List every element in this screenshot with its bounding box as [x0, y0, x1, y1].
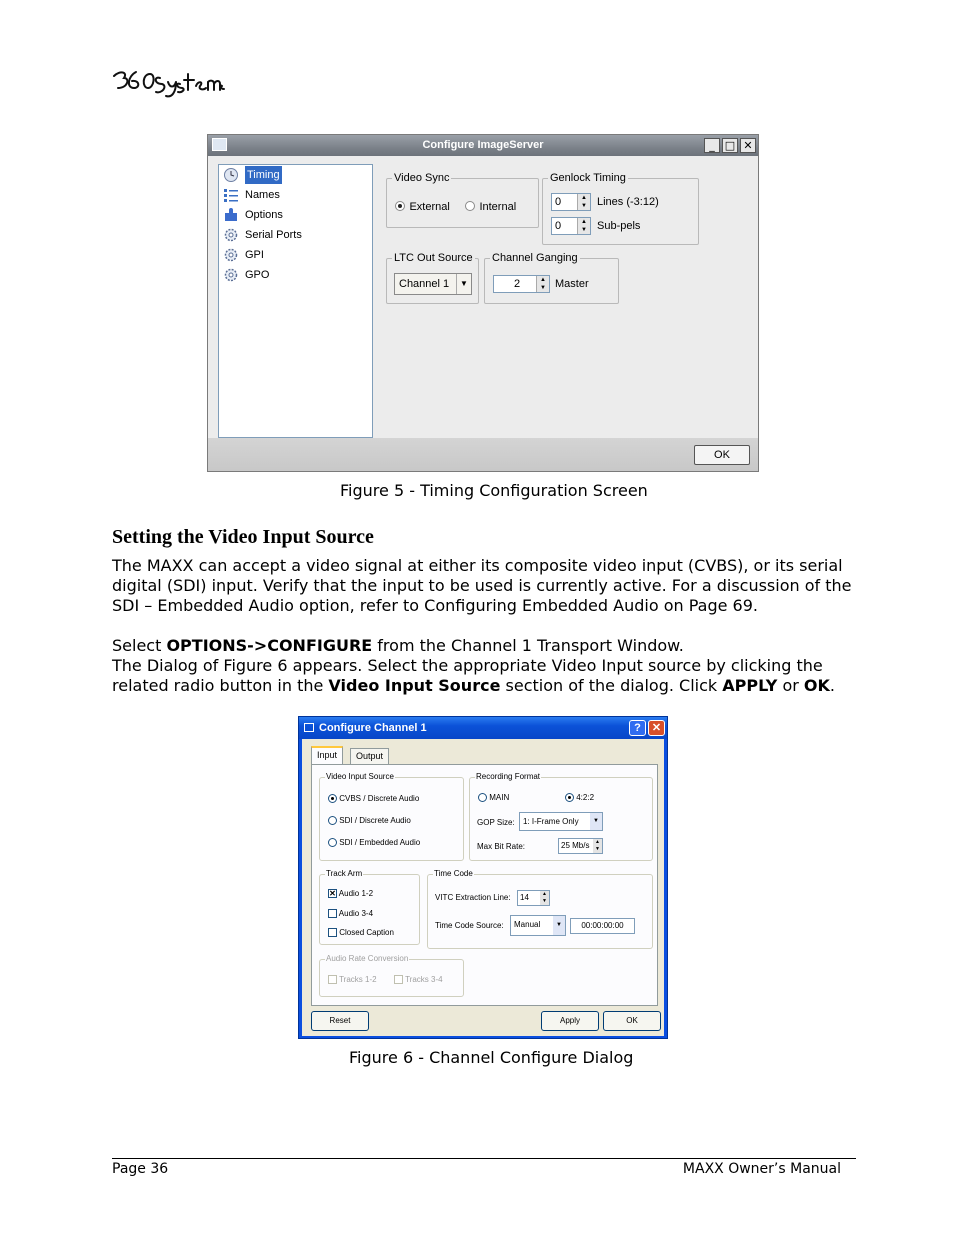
- checkbox-tracks-3-4[interactable]: [394, 975, 443, 984]
- radio-label: MAIN: [489, 793, 510, 802]
- chevron-down-icon[interactable]: ▼: [456, 274, 471, 294]
- checkbox-indicator: [328, 928, 337, 937]
- tree-item-label: Names: [245, 189, 280, 201]
- gop-label: GOP Size:: [477, 818, 515, 827]
- text: from the Channel 1 Transport Window.: [372, 636, 684, 655]
- radio-indicator: [478, 793, 487, 802]
- group-label: Recording Format: [476, 772, 541, 781]
- figure-6-caption: Figure 6 - Channel Configure Dialog: [349, 1048, 634, 1067]
- figure-5-caption: Figure 5 - Timing Configuration Screen: [340, 481, 648, 500]
- genlock-timing-group: [542, 172, 699, 245]
- tree-item-serial-ports[interactable]: [223, 226, 302, 244]
- configure-channel-window: [298, 716, 668, 1039]
- gop-size-value: 1: I-Frame Only: [523, 817, 579, 826]
- footer-divider: [112, 1158, 856, 1159]
- checkbox-audio-3-4[interactable]: [328, 909, 373, 918]
- radio-cvbs[interactable]: [328, 794, 419, 803]
- tree-item-gpo[interactable]: [223, 266, 269, 284]
- radio-422[interactable]: [565, 793, 594, 802]
- radio-label: External: [409, 201, 450, 213]
- help-button[interactable]: ?: [629, 720, 646, 736]
- reset-button[interactable]: Reset: [311, 1011, 369, 1031]
- tc-source-value: Manual: [514, 920, 541, 929]
- tree-item-options[interactable]: [223, 206, 283, 224]
- close-button[interactable]: ✕: [648, 720, 665, 736]
- checkbox-closed-caption[interactable]: [328, 928, 394, 937]
- text: .: [829, 676, 836, 695]
- spin-arrows-icon[interactable]: ▲ ▼: [536, 276, 549, 292]
- radio-indicator: [328, 816, 337, 825]
- ganging-value: 2: [513, 278, 521, 290]
- bitrate-label: Max Bit Rate:: [477, 842, 526, 851]
- paragraph-select: [112, 636, 852, 656]
- ok-button[interactable]: OK: [603, 1011, 661, 1031]
- clock-icon: [223, 167, 239, 183]
- subpels-label: Sub-pels: [597, 220, 641, 232]
- list-icon: [223, 187, 239, 203]
- vitc-line-stepper[interactable]: [517, 890, 550, 906]
- puzzle-icon: [223, 207, 239, 223]
- radio-indicator: [328, 838, 337, 847]
- radio-external[interactable]: [395, 197, 450, 215]
- gear-icon: [223, 227, 239, 243]
- gear-icon: [223, 247, 239, 263]
- tc-source-label: Time Code Source:: [435, 921, 504, 930]
- radio-sdi-embedded[interactable]: [328, 838, 420, 847]
- radio-internal[interactable]: [465, 197, 516, 215]
- tree-item-gpi[interactable]: [223, 246, 264, 264]
- spin-arrows-icon[interactable]: ▲ ▼: [593, 839, 602, 853]
- checkbox-label: Audio 1-2: [338, 889, 374, 898]
- checkbox-label: Tracks 1-2: [339, 975, 377, 984]
- group-label: Genlock Timing: [550, 172, 626, 184]
- check-icon: ✕: [329, 889, 336, 899]
- checkbox-indicator: [394, 975, 403, 984]
- settings-tree: [218, 164, 373, 438]
- maximize-button[interactable]: □: [722, 138, 738, 153]
- tree-item-label: Timing: [245, 166, 282, 184]
- company-logo: [110, 62, 230, 102]
- tree-item-label: GPI: [245, 249, 264, 261]
- tc-source-select[interactable]: [510, 915, 566, 936]
- group-label: LTC Out Source: [394, 252, 473, 264]
- bold-term: OK: [803, 676, 830, 695]
- window-icon: [304, 723, 314, 732]
- checkbox-label: Closed Caption: [339, 928, 394, 937]
- checkbox-label: Audio 3-4: [338, 909, 374, 918]
- channel-ganging-group: [484, 252, 619, 304]
- window-footer: [208, 438, 758, 471]
- bold-term: Video Input Source: [328, 676, 501, 695]
- tab-output[interactable]: Output: [350, 748, 389, 764]
- ganging-stepper[interactable]: [493, 275, 550, 293]
- time-code-group: [427, 869, 653, 949]
- section-heading: Setting the Video Input Source: [112, 526, 374, 548]
- tab-input[interactable]: Input: [311, 746, 343, 764]
- tree-item-label: Options: [245, 209, 283, 221]
- master-label: Master: [555, 278, 589, 290]
- menu-path: OPTIONS->CONFIGURE: [166, 636, 373, 655]
- gear-icon: [223, 267, 239, 283]
- ltc-out-source-group: [386, 252, 479, 304]
- text: or: [777, 676, 804, 695]
- video-input-source-group: [319, 772, 464, 861]
- tree-item-names[interactable]: [223, 186, 280, 204]
- group-label: Audio Rate Conversion: [326, 954, 409, 963]
- close-button[interactable]: ✕: [740, 138, 756, 153]
- apply-button[interactable]: Apply: [541, 1011, 599, 1031]
- lines-stepper[interactable]: [551, 193, 591, 211]
- checkbox-audio-1-2[interactable]: [328, 889, 373, 898]
- radio-main[interactable]: [478, 793, 509, 802]
- subpels-value: 0: [555, 220, 562, 232]
- radio-label: 4:2:2: [576, 793, 595, 802]
- ltc-source-select[interactable]: [394, 273, 472, 295]
- configure-imageserver-window: [207, 134, 759, 472]
- group-label: Track Arm: [326, 869, 363, 878]
- radio-indicator: [328, 794, 337, 803]
- window-title: Configure Channel 1: [319, 722, 427, 734]
- title-bar: [299, 717, 667, 739]
- spin-arrows-icon[interactable]: ▲ ▼: [540, 891, 549, 905]
- group-label: Channel Ganging: [492, 252, 578, 264]
- manual-title: MAXX Owner’s Manual: [682, 1161, 841, 1177]
- checkbox-label: Tracks 3-4: [405, 975, 443, 984]
- radio-label: SDI / Embedded Audio: [339, 838, 421, 847]
- audio-rate-conversion-group: [319, 954, 464, 997]
- lines-value: 0: [555, 196, 562, 208]
- radio-label: CVBS / Discrete Audio: [339, 794, 420, 803]
- minimize-button[interactable]: _: [704, 138, 720, 153]
- ok-button[interactable]: OK: [694, 445, 750, 465]
- paragraph-intro: The MAXX can accept a video signal at either its composite video input (CVBS), or its serial digital (SDI) input. Verify that the input to be used is currently active. For a discussion of the SDI – Embedded Audio option, refer to Configuring Embedded Audio on Page 69.: [112, 556, 852, 615]
- checkbox-tracks-1-2[interactable]: [328, 975, 377, 984]
- radio-label: SDI / Discrete Audio: [339, 816, 411, 825]
- text: The Dialog of Figure 6 appears. Select the appropriate Video Input source by clicking the related radio button in the: [112, 656, 823, 695]
- checkbox-indicator: [328, 909, 337, 918]
- chevron-down-icon[interactable]: ▼: [553, 916, 565, 935]
- ltc-source-value: Channel 1: [399, 278, 450, 290]
- recording-format-group: [469, 772, 653, 861]
- group-label: Video Sync: [394, 172, 450, 184]
- tab-panel: [311, 764, 658, 1006]
- paragraph-dialog: [112, 656, 852, 696]
- group-label: Video Input Source: [326, 772, 394, 781]
- checkbox-indicator: [328, 975, 337, 984]
- bold-term: APPLY: [722, 676, 778, 695]
- page-number: Page 36: [112, 1161, 169, 1177]
- subpels-stepper[interactable]: [551, 217, 591, 235]
- timecode-input[interactable]: 00:00:00:00: [570, 918, 635, 934]
- radio-sdi-discrete[interactable]: [328, 816, 411, 825]
- radio-indicator: [565, 793, 574, 802]
- gop-size-select[interactable]: [519, 812, 603, 831]
- spin-arrows-icon[interactable]: ▲ ▼: [577, 194, 590, 210]
- text: section of the dialog. Click: [500, 676, 723, 695]
- radio-label: Internal: [479, 201, 517, 213]
- title-bar: [208, 135, 758, 156]
- spin-arrows-icon[interactable]: ▲ ▼: [577, 218, 590, 234]
- video-sync-group: [386, 172, 539, 228]
- window-title: Configure ImageServer: [422, 139, 544, 151]
- vitc-line-value: 14: [520, 893, 529, 902]
- track-arm-group: [319, 869, 420, 945]
- group-label: Time Code: [434, 869, 473, 878]
- tree-item-timing[interactable]: [223, 166, 282, 184]
- bitrate-value: 25 Mb/s: [561, 841, 590, 850]
- chevron-down-icon[interactable]: ▼: [590, 813, 602, 830]
- radio-indicator: [395, 201, 405, 211]
- bitrate-stepper[interactable]: [558, 838, 603, 854]
- window-body: [208, 156, 758, 438]
- text: Select: [112, 636, 167, 655]
- radio-indicator: [465, 201, 475, 211]
- tree-item-label: Serial Ports: [245, 229, 302, 241]
- tree-item-label: GPO: [245, 269, 270, 281]
- dialog-body: [302, 739, 664, 1036]
- lines-label: Lines (-3:12): [597, 196, 659, 208]
- vitc-label: VITC Extraction Line:: [435, 893, 511, 902]
